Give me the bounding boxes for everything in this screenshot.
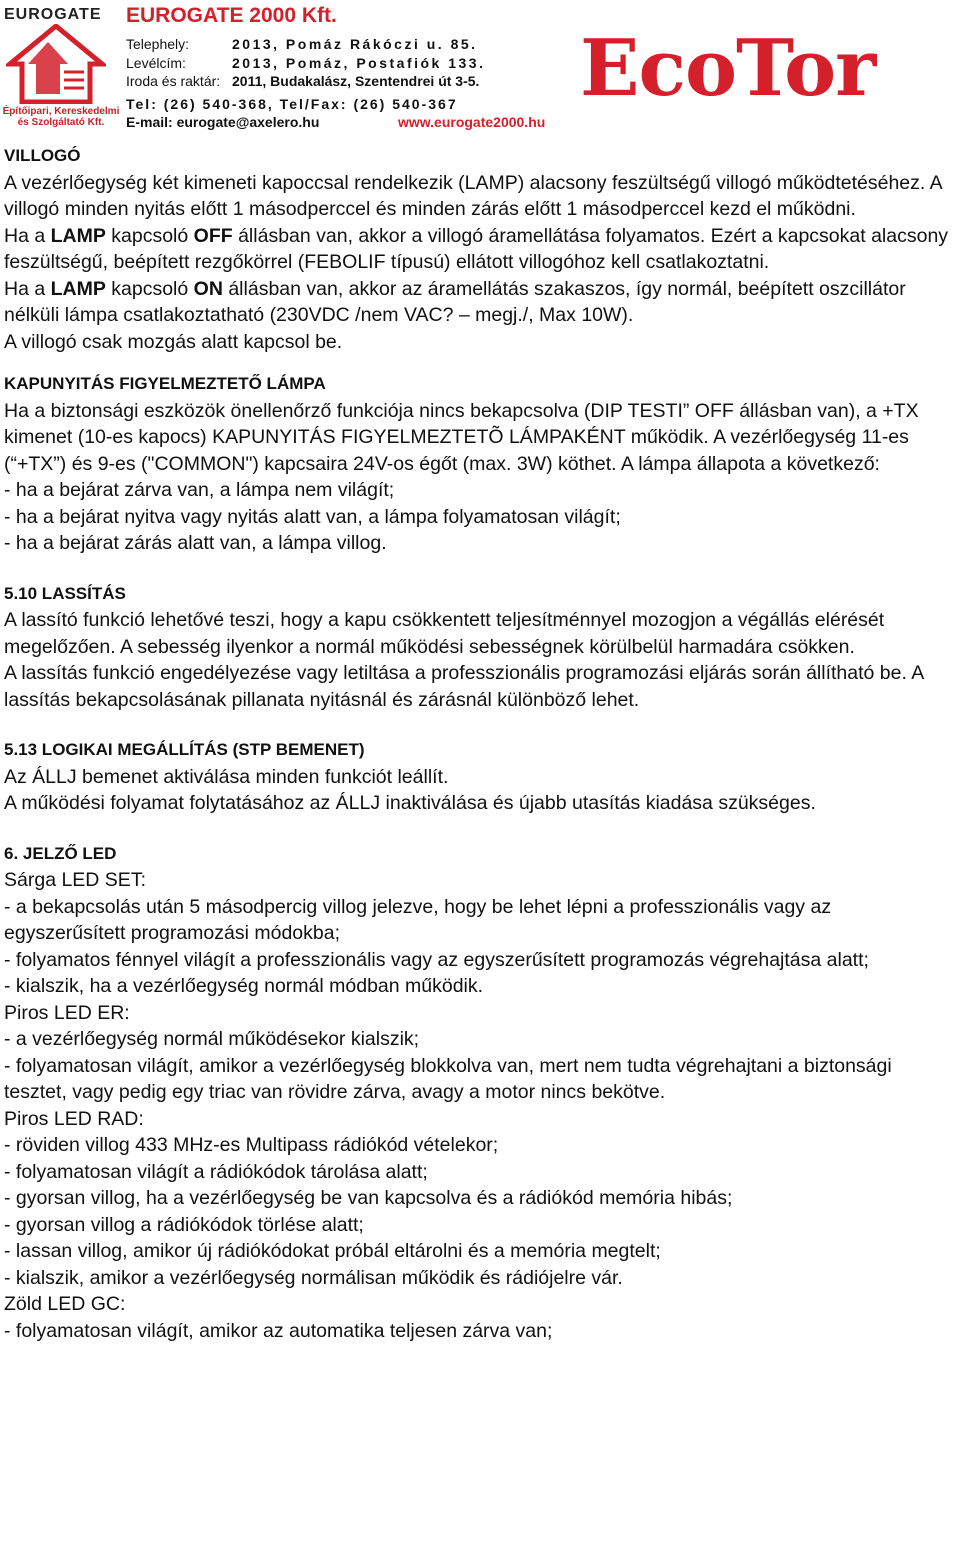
company-name: EUROGATE 2000 Kft. (126, 4, 337, 27)
email-line[interactable]: E-mail: eurogate@axelero.hu (126, 114, 320, 130)
paragraph: A villogó csak mozgás alatt kapcsol be. (4, 330, 343, 353)
list-item: - a vezérlőegység normál működésekor kialszik; (4, 1028, 420, 1050)
list-item: - kialszik, amikor a vezérlőegység normálisan működik és rádiójelre vár. (4, 1266, 623, 1289)
section-title-jelzo-led: 6. JELZŐ LED (4, 843, 117, 863)
list-item: - lassan villog, amikor új rádiókódokat próbál eltárolni és a memória megtelt; (4, 1240, 661, 1262)
section-title-kapunyitas: KAPUNYITÁS FIGYELMEZTETŐ LÁMPA (4, 374, 326, 393)
list-item: - gyorsan villog, ha a vezérlőegység be van kapcsolva és a rádiókód memória hibás; (4, 1187, 733, 1209)
list-item: - folyamatos fénnyel világít a professzionális vagy az egyszerűsített programozás végrehajtása alatt; (4, 948, 869, 971)
document-body (4, 143, 956, 1344)
list-item: - folyamatosan világít, amikor az automatika teljesen zárva van; (4, 1319, 553, 1342)
list-item: - folyamatosan világít a rádiókódok tárolása alatt; (4, 1160, 428, 1183)
led-label: Zöld LED GC: (4, 1293, 126, 1315)
logo-caption: Építőipari, Kereskedelmi és Szolgáltató Kft. (2, 106, 120, 128)
letterhead (0, 0, 960, 135)
eurogate-logo-icon (6, 24, 106, 104)
section-title-villogo: VILLOGÓ (4, 146, 81, 165)
list-item: - gyorsan villog a rádiókódok törlése alatt; (4, 1213, 364, 1236)
list-item: - ha a bejárat nyitva vagy nyitás alatt van, a lámpa folyamatosan világít; (4, 505, 621, 528)
list-item: - ha a bejárat zárva van, a lámpa nem világít; (4, 479, 395, 501)
ecotor-logo: EcoTor (580, 23, 876, 114)
paragraph: Ha a LAMP kapcsoló OFF állásban van, akkor a villogó áramellátása folyamatos. Ezért a kapcsokat alacsony feszültségű, beépített rezgőkörrel (FEBOLIF típusú) ellátott villogóhoz kell csatlakoztatni. (4, 224, 949, 273)
address-iroda: Iroda és raktár: 2011, Budakalász, Szentendrei út 3-5. (126, 73, 480, 89)
list-item: - kialszik, ha a vezérlőegység normál módban működik. (4, 975, 484, 997)
section-title-logikai: 5.13 LOGIKAI MEGÁLLÍTÁS (STP BEMENET) (4, 740, 365, 759)
paragraph: Ha a LAMP kapcsoló ON állásban van, akkor az áramellátás szakaszos, így normál, beépített oszcillátor nélküli lámpa csatlakoztatható (230VDC /nem VAC? – megj./, Max 10W). (4, 277, 906, 326)
led-label: Sárga LED SET: (4, 869, 146, 891)
list-item: - a bekapcsolás után 5 másodpercig villog jelezve, hogy be lehet lépni a professzionális vagy az egyszerűsített programozási módokba; (4, 895, 832, 944)
paragraph: A működési folyamat folytatásához az ÁLLJ inaktiválása és újabb utasítás kiadása szükséges. (4, 792, 816, 814)
paragraph: Az ÁLLJ bemenet aktiválása minden funkciót leállít. (4, 765, 449, 788)
logo-brand-text: EUROGATE (4, 6, 102, 23)
list-item: - folyamatosan világít, amikor a vezérlőegység blokkolva van, mert nem tudta végrehajtani a biztonsági tesztet, vagy pedig egy triac van rövidre zárva, avagy a motor nincs bekötve. (4, 1054, 892, 1103)
section-title-lassitas: 5.10 LASSÍTÁS (4, 583, 126, 603)
phone-line: Tel: (26) 540-368, Tel/Fax: (26) 540-367 (126, 96, 458, 112)
website-link[interactable]: www.eurogate2000.hu (398, 114, 546, 130)
paragraph: A vezérlőegység két kimeneti kapoccsal rendelkezik (LAMP) alacsony feszültségű villogó működtetéséhez. A villogó minden nyitás előtt 1 másodperccel és minden zárás előtt 1 másodperccel kezd el működni. (4, 171, 942, 220)
paragraph: A lassítás funkció engedélyezése vagy letiltása a professzionális programozási eljárás során állítható be. A lassítás bekapcsolásának pillanata nyitásnál és zárásnál különböző lehet. (4, 662, 924, 711)
paragraph: A lassító funkció lehetővé teszi, hogy a kapu csökkentett teljesítménnyel mozogjon a végállás elérését megelőzően. A sebesség ilyenkor a normál működési sebességnek körülbelül harmadára csökken. (4, 609, 885, 658)
led-label: Piros LED RAD: (4, 1107, 144, 1130)
list-item: - ha a bejárat zárás alatt van, a lámpa villog. (4, 532, 387, 554)
address-telephely: Telephely: 2013, Pomáz Rákóczi u. 85. (126, 36, 478, 52)
led-label: Piros LED ER: (4, 1001, 130, 1024)
paragraph: Ha a biztonsági eszközök önellenőrző funkciója nincs bekapcsolva (DIP TESTI” OFF állásban van), a +TX kimenet (10-es kapocs) KAPUNYITÁS FIGYELMEZTETÕ LÁMPAKÉNT működik. A vezérlőegység 11-es (“+TX”) és 9-es ("COMMON") kapcsaira 24V-os égőt (max. 3W) köthet. A lámpa állapota a következő: (4, 399, 919, 475)
address-levelcim: Levélcím: 2013, Pomáz, Postafiók 133. (126, 55, 486, 71)
list-item: - röviden villog 433 MHz-es Multipass rádiókód vételekor; (4, 1134, 499, 1156)
